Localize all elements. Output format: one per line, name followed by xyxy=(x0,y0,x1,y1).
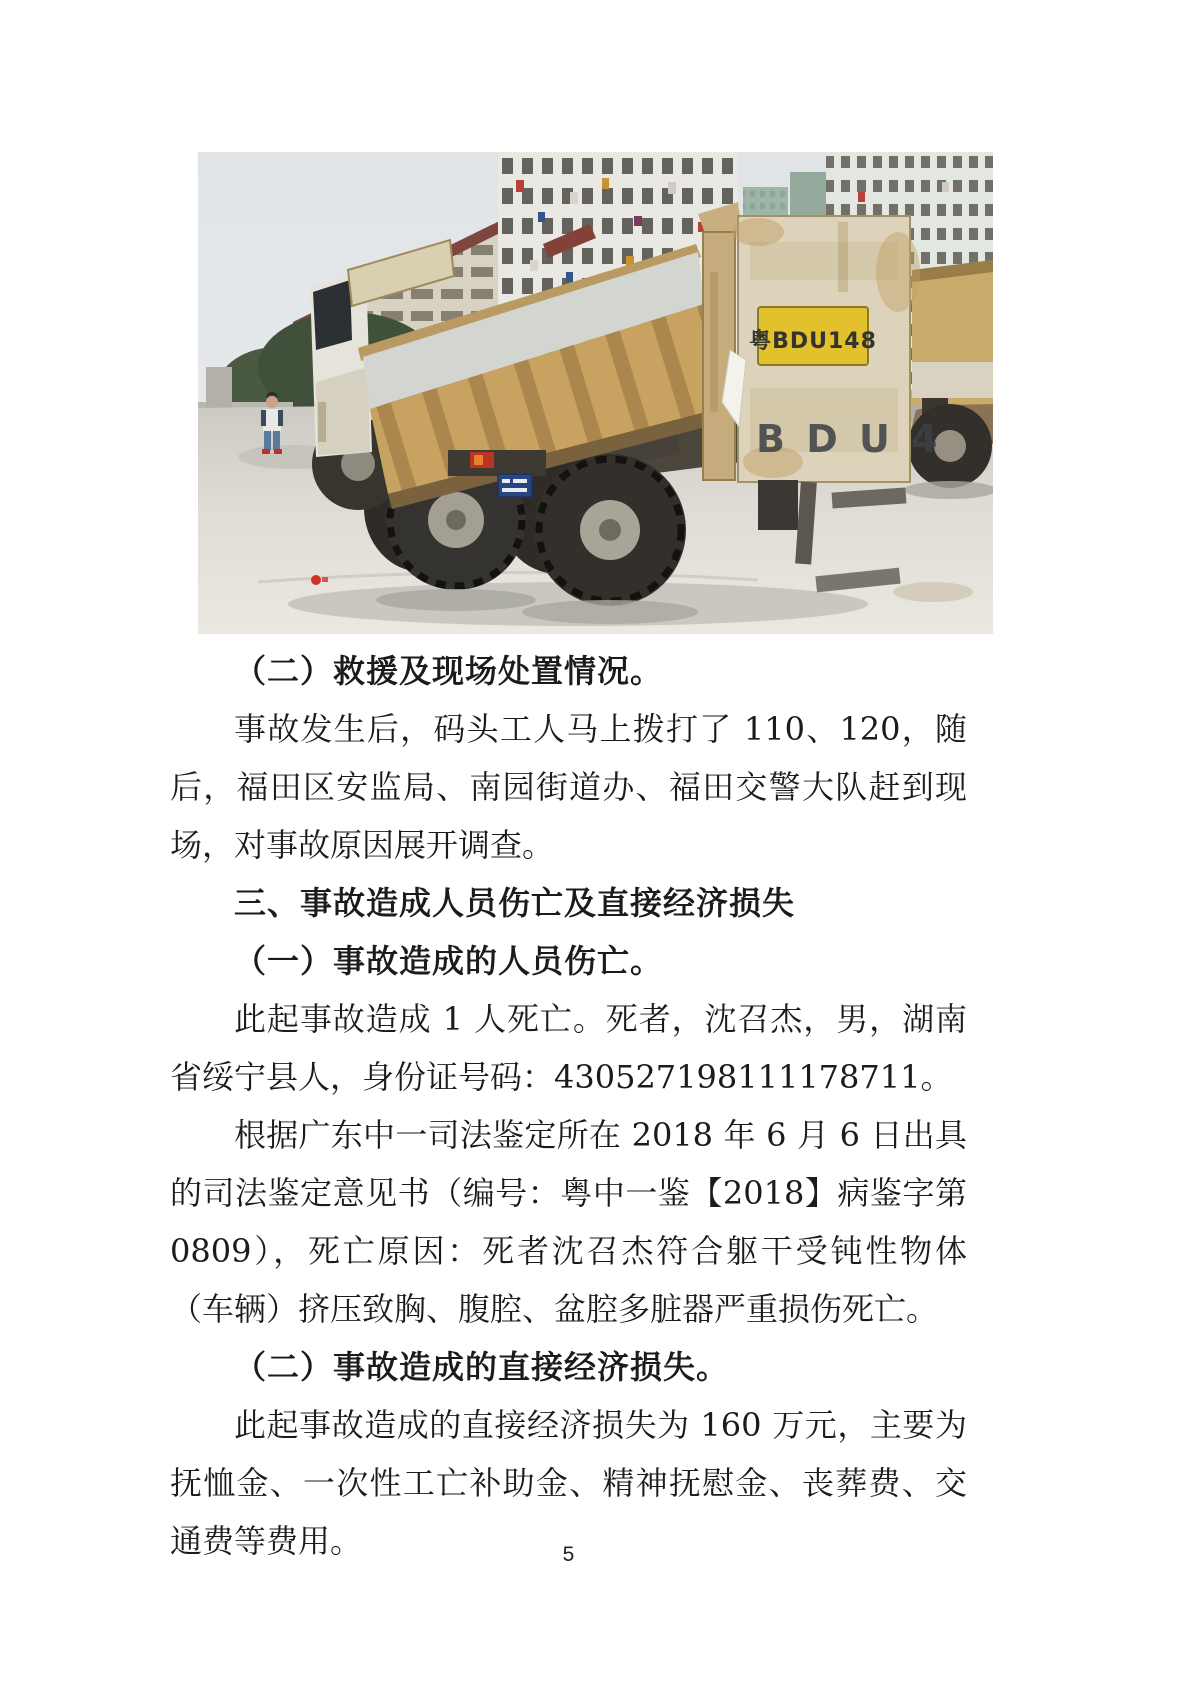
para-rescue: 事故发生后，码头工人马上拨打了 110、120，随后，福田区安监局、南园街道办、福田交警大队赶到现场，对事故原因展开调查。 xyxy=(170,710,967,864)
heading-economic-loss: （二）事故造成的直接经济损失。 xyxy=(234,1348,730,1386)
heading-rescue: （二）救援及现场处置情况。 xyxy=(234,652,664,690)
heading-casualty: （一）事故造成的人员伤亡。 xyxy=(234,942,664,980)
para-economic-loss: 此起事故造成的直接经济损失为 160 万元，主要为抚恤金、一次性工亡补助金、精神抚慰金、丧葬费、交通费等费用。 xyxy=(170,1406,967,1560)
para-casualty-2: 根据广东中一司法鉴定所在 2018 年 6 月 6 日出具的司法鉴定意见书（编号：粤中一鉴【2018】病鉴字第 0809），死亡原因：死者沈召杰符合躯干受钝性物体（车辆）挤压致胸、腹腔、盆腔多脏器严重损伤死亡。 xyxy=(170,1116,967,1328)
page-number: 5 xyxy=(562,1543,575,1566)
tailgate xyxy=(722,216,942,482)
para-casualty-1: 此起事故造成 1 人死亡。死者，沈召杰，男，湖南省绥宁县人，身份证号码：430527198111178711。 xyxy=(170,1000,967,1096)
license-plate-text: 粤BDU148 xyxy=(749,329,877,354)
report-body xyxy=(170,642,967,1570)
accident-scene-photo xyxy=(198,152,993,634)
accident-photo-illustration xyxy=(198,152,993,634)
rear-pillar xyxy=(698,202,742,480)
second-truck xyxy=(904,260,993,499)
rear-number-plate xyxy=(498,474,532,497)
heading-section-3: 三、事故造成人员伤亡及直接经济损失 xyxy=(234,884,796,922)
painted-plate-text: B D U 4 xyxy=(756,417,942,461)
